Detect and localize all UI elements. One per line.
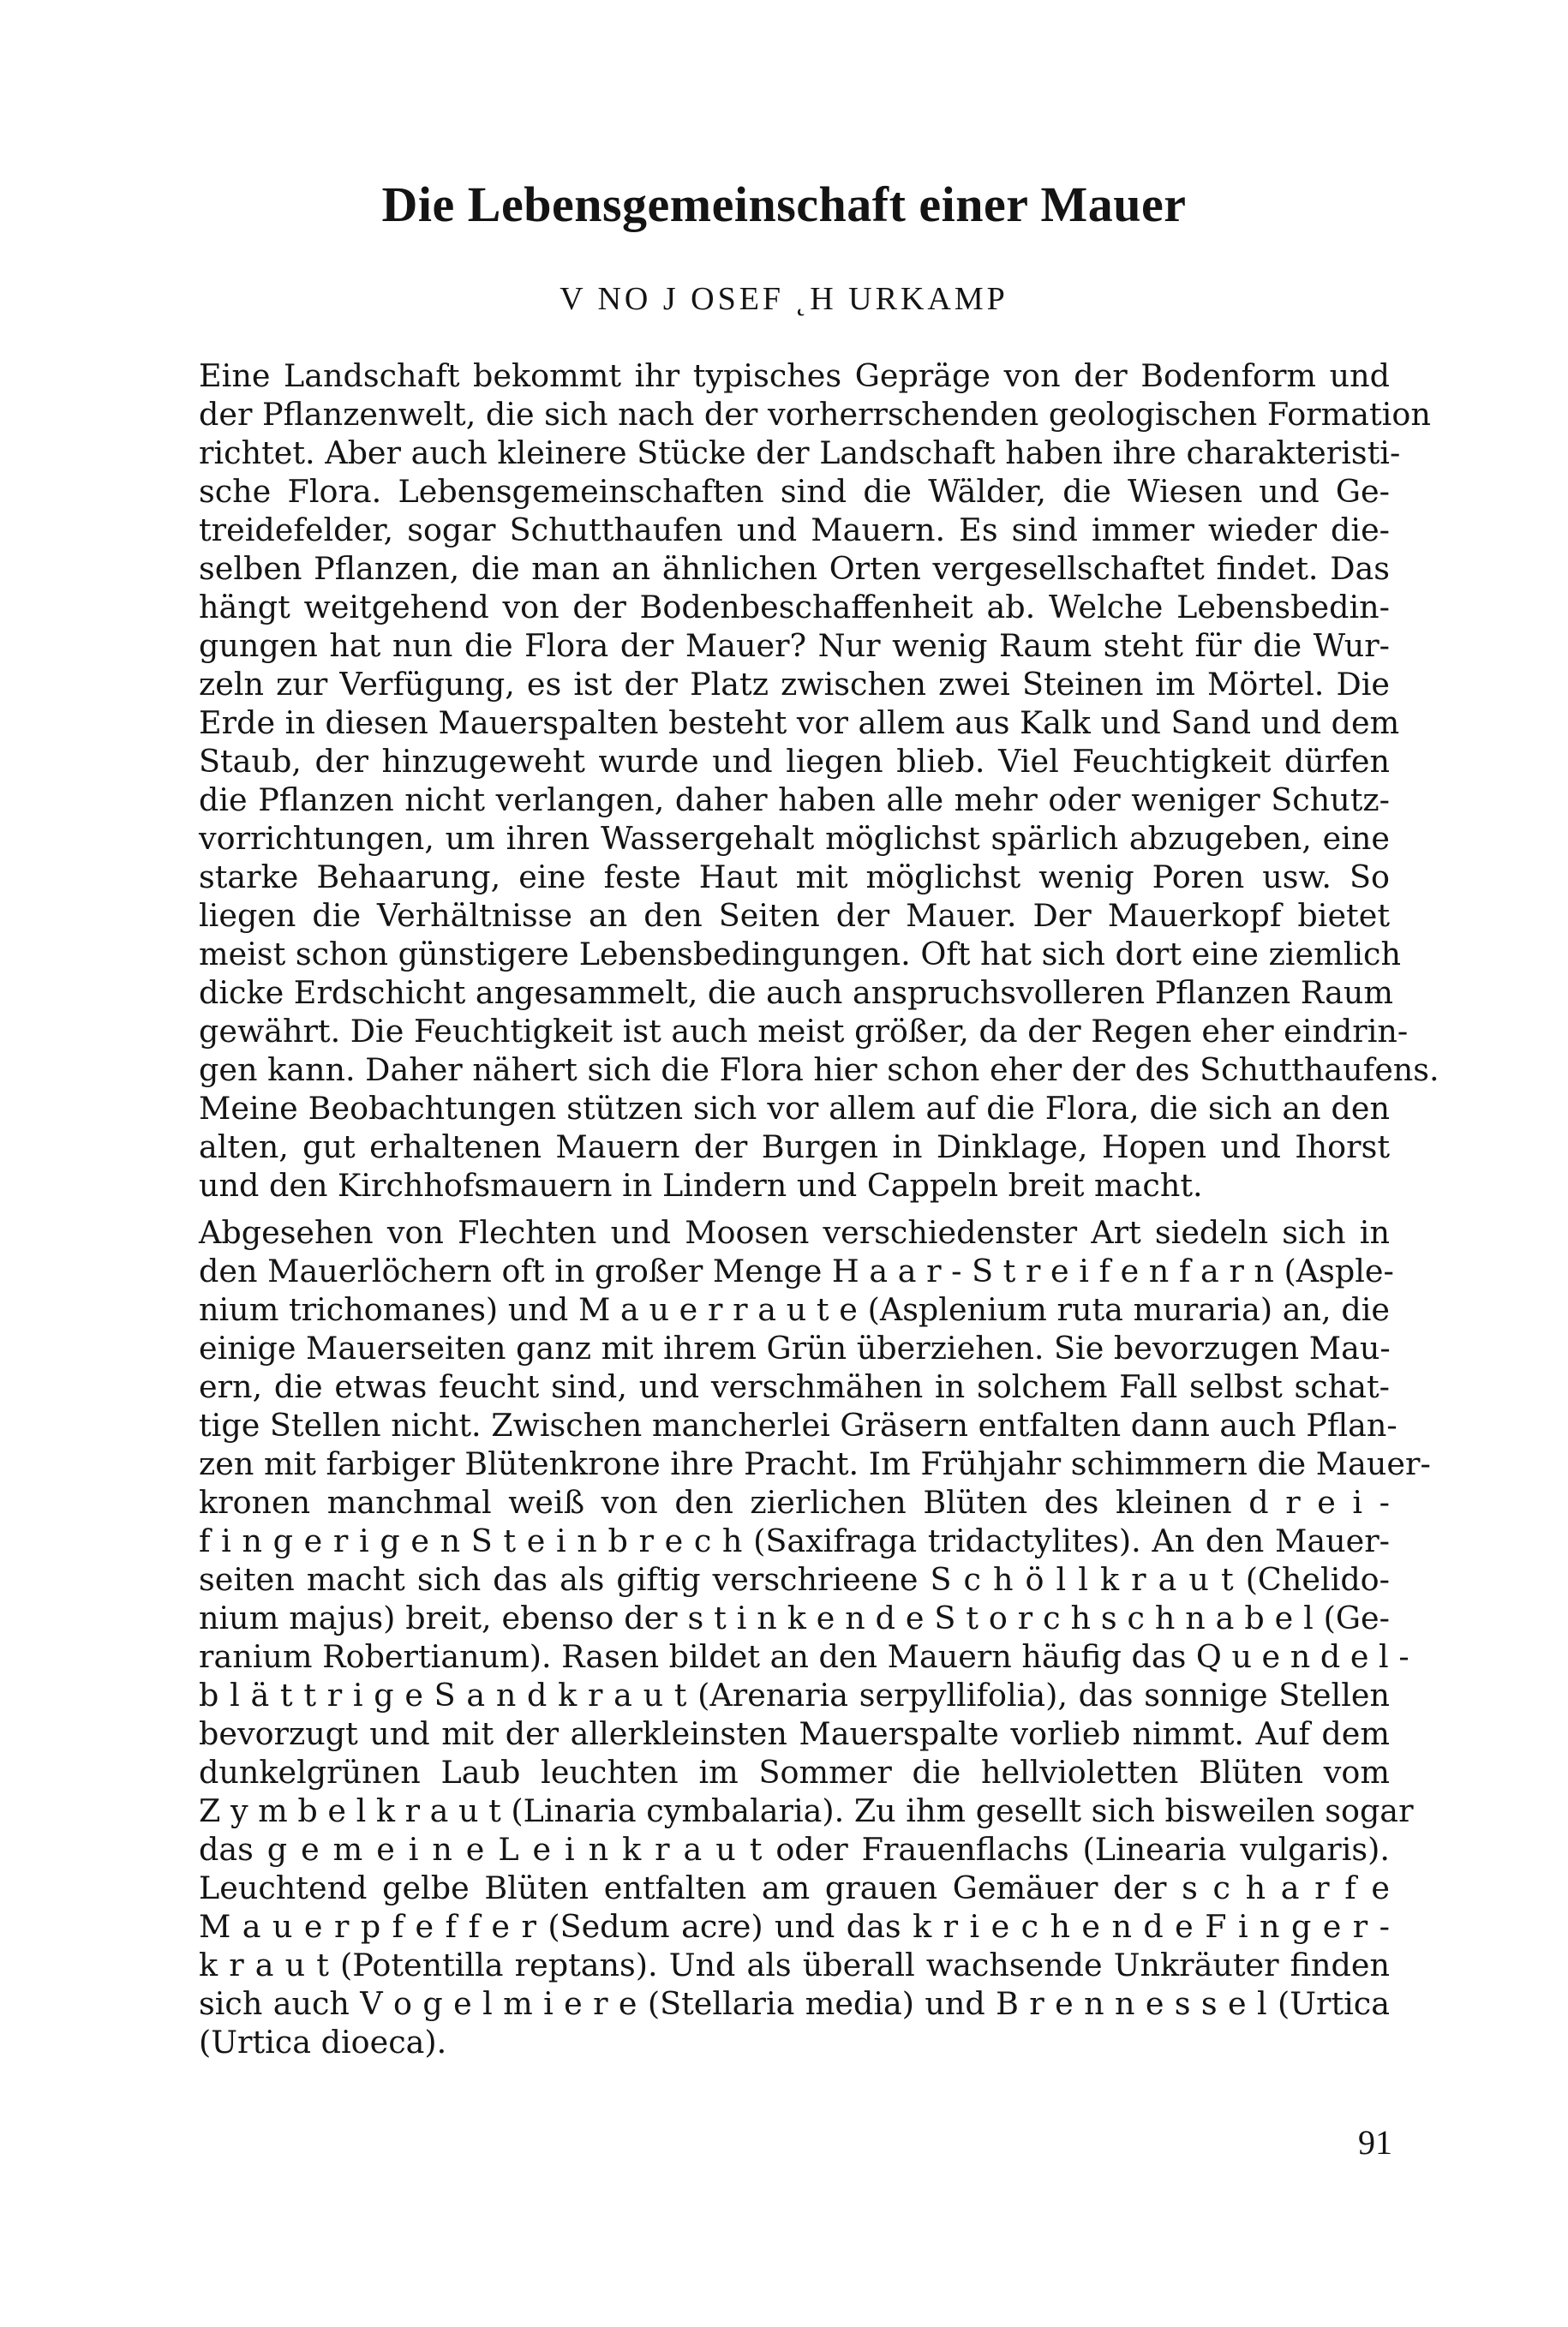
text-line: tige Stellen nicht. Zwischen mancherlei Gräsern entfalten dann auch Pflan- — [199, 1407, 1397, 1444]
text-line: Abgesehen von Flechten und Moosen verschiedenster Art siedeln sich in — [199, 1214, 1390, 1251]
text-line: Meine Beobachtungen stützen sich vor allem auf die Flora, die sich an den — [199, 1090, 1390, 1127]
text-line: und den Kirchhofsmauern in Lindern und Cappeln breit macht. — [199, 1167, 1203, 1204]
text-line: einige Mauerseiten ganz mit ihrem Grün überziehen. Sie bevorzugen Mau- — [199, 1330, 1391, 1367]
text-line: Eine Landschaft bekommt ihr typisches Gepräge von der Bodenform und — [199, 357, 1390, 394]
text-line: bevorzugt und mit der allerkleinsten Mauerspalte vorlieb nimmt. Auf dem — [199, 1715, 1390, 1752]
paragraph-plants — [199, 1213, 1431, 2061]
text-line: den Mauerlöchern oft in großer Menge H a a r - S t r e i f e n f a r n (Asple- — [199, 1253, 1394, 1289]
article-title: Die Lebensgemeinschaft einer Mauer — [381, 176, 1187, 232]
text-line: gungen hat nun die Flora der Mauer? Nur wenig Raum steht für die Wur- — [199, 627, 1390, 664]
text-line: ranium Robertianum). Rasen bildet an den Mauern häufig das Q u e n d e l - — [199, 1638, 1409, 1675]
text-line: f i n g e r i g e n S t e i n b r e c h (Saxifraga tridactylites). An den Mauer- — [199, 1522, 1390, 1559]
text-line: k r a u t (Potentilla reptans). Und als überall wachsende Unkräuter finden — [199, 1947, 1390, 1983]
text-line: alten, gut erhaltenen Mauern der Burgen in Dinklage, Hopen und Ihorst — [199, 1128, 1390, 1165]
text-line: dunkelgrünen Laub leuchten im Sommer die hellvioletten Blüten vom — [199, 1754, 1390, 1791]
text-line: kronen manchmal weiß von den zierlichen Blüten des kleinen d r e i - — [199, 1484, 1390, 1521]
article-body — [199, 356, 1439, 2061]
text-line: richtet. Aber auch kleinere Stücke der Landschaft haben ihre charakteristi- — [199, 434, 1401, 471]
text-line: meist schon günstigere Lebensbedingungen. Oft hat sich dort eine ziemlich — [199, 936, 1401, 972]
paragraph-gap — [199, 1205, 1390, 1213]
text-line: Leuchtend gelbe Blüten entfalten am grauen Gemäuer der s c h a r f e — [199, 1869, 1390, 1906]
paragraph-intro — [199, 356, 1439, 1205]
text-line: der Pflanzenwelt, die sich nach der vorherrschenden geologischen Formation — [199, 396, 1431, 433]
text-line: ern, die etwas feucht sind, und verschmähen in solchem Fall selbst schat- — [199, 1368, 1390, 1405]
text-line: Z y m b e l k r a u t (Linaria cymbalaria). Zu ihm gesellt sich bisweilen sogar — [199, 1792, 1414, 1829]
text-line: nium trichomanes) und M a u e r r a u t e (Asplenium ruta muraria) an, die — [199, 1291, 1390, 1328]
text-line: starke Behaarung, eine feste Haut mit möglichst wenig Poren usw. So — [199, 858, 1390, 895]
text-line: Erde in diesen Mauerspalten besteht vor allem aus Kalk und Sand und dem — [199, 704, 1400, 741]
text-line: zen mit farbiger Blütenkrone ihre Pracht. Im Frühjahr schimmern die Mauer- — [199, 1445, 1431, 1482]
text-line: treidefelder, sogar Schutthaufen und Mauern. Es sind immer wieder die- — [199, 511, 1390, 548]
text-line: gewährt. Die Feuchtigkeit ist auch meist größer, da der Regen eher eindrin- — [199, 1013, 1409, 1050]
text-line: hängt weitgehend von der Bodenbeschaffenheit ab. Welche Lebensbedin- — [199, 589, 1390, 625]
text-line: vorrichtungen, um ihren Wassergehalt möglichst spärlich abzugeben, eine — [199, 820, 1390, 857]
page-number: 91 — [1358, 2123, 1392, 2162]
text-line: dicke Erdschicht angesammelt, die auch anspruchsvolleren Pflanzen Raum — [199, 974, 1394, 1011]
text-line: (Urtica dioeca). — [199, 2024, 447, 2061]
text-line: Staub, der hinzugeweht wurde und liegen blieb. Viel Feuchtigkeit dürfen — [199, 743, 1390, 780]
text-line: gen kann. Daher nähert sich die Flora hier schon eher der des Schutthaufens. — [199, 1051, 1439, 1088]
text-line: sche Flora. Lebensgemeinschaften sind die Wälder, die Wiesen und Ge- — [199, 473, 1390, 510]
text-line: zeln zur Verfügung, es ist der Platz zwischen zwei Steinen im Mörtel. Die — [199, 666, 1390, 703]
text-line: selben Pflanzen, die man an ähnlichen Orten vergesellschaftet findet. Das — [199, 550, 1390, 587]
text-line: b l ä t t r i g e S a n d k r a u t (Arenaria serpyllifolia), das sonnige Stellen — [199, 1677, 1390, 1714]
text-line: sich auch V o g e l m i e r e (Stellaria media) und B r e n n e s s e l (Urtica — [199, 1985, 1390, 2022]
text-line: die Pflanzen nicht verlangen, daher haben alle mehr oder weniger Schutz- — [199, 781, 1390, 818]
text-line: das g e m e i n e L e i n k r a u t oder Frauenflachs (Linearia vulgaris). — [199, 1831, 1390, 1868]
text-line: seiten macht sich das als giftig verschrieene S c h ö l l k r a u t (Chelido- — [199, 1561, 1390, 1598]
article-author: V NO J OSEF ˛H URKAMP — [560, 281, 1008, 317]
text-line: nium majus) breit, ebenso der s t i n k e n d e S t o r c h s c h n a b e l (Ge- — [199, 1600, 1390, 1636]
text-line: M a u e r p f e f f e r (Sedum acre) und das k r i e c h e n d e F i n g e r - — [199, 1908, 1390, 1945]
text-line: liegen die Verhältnisse an den Seiten der Mauer. Der Mauerkopf bietet — [199, 897, 1390, 934]
